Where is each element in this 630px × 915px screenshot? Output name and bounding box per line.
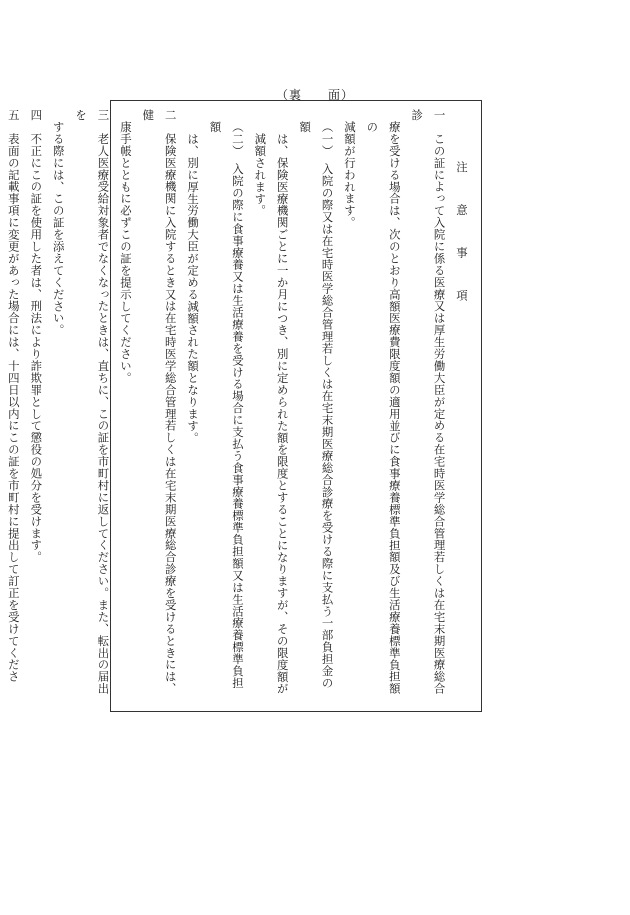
note-line-3-2: する際には、この証を添えてください。 (51, 120, 66, 337)
note-subline-1-1: （一） 入院の際又は在宅時医学総合管理若しくは在宅末期医療総合診療を受ける際に支払う一部負担金の額 (298, 120, 335, 689)
note-line-1-1: 一 この証によって入院に係る医療又は厚生労働大臣が定める在宅時医学総合管理若しくは在宅末期医療総合診 (410, 109, 447, 695)
notes-text-column (6, 109, 481, 699)
note-line-1-2: 療を受ける場合は、次のとおり高額医療費限度額の適用並びに食事療養標準負担額及び生活療養標準負担額の (365, 120, 402, 695)
note-subline-2-1: （二） 入院の際に食事療養又は生活療養を受ける場合に支払う食事療養標準負担額又は生活療養標準負担額 (208, 120, 245, 689)
note-subline-1-2: は、保険医療機関ごとに一か月につき、別に定められた額を限度とすることになりますが、その限度額が (275, 132, 290, 695)
notes-title: 注 意 事 項 (455, 161, 469, 311)
note-line-2-1: 二 保険医療機関に入院するとき又は在宅時医学総合管理若しくは在宅末期医療総合診療を受けるときには、健 (141, 109, 178, 695)
side-label: （裏 面） (275, 88, 354, 102)
note-subline-2-2: は、別に厚生労働大臣が定める減額された額となります。 (186, 132, 201, 444)
note-line-3-1: 三 老人医療受給対象者でなくなったときは、直ちに、この証を市町村に返してください。また、転出の届出を (74, 109, 111, 695)
note-line-1-3: 減額が行われます。 (342, 120, 357, 229)
notes-frame (6, 100, 482, 712)
note-line-4: 四 不正にこの証を使用した者は、刑法により詐欺罪として懲役の処分を受けます。 (29, 109, 44, 564)
note-line-2-2: 康手帳とともに必ずこの証を提示してください。 (118, 120, 133, 384)
note-line-5: 五 表面の記載事項に変更があった場合には、十四日以内にこの証を市町村に提出して訂正を受けてくださ (6, 109, 21, 683)
note-subline-1-3: 減額されます。 (253, 132, 268, 217)
